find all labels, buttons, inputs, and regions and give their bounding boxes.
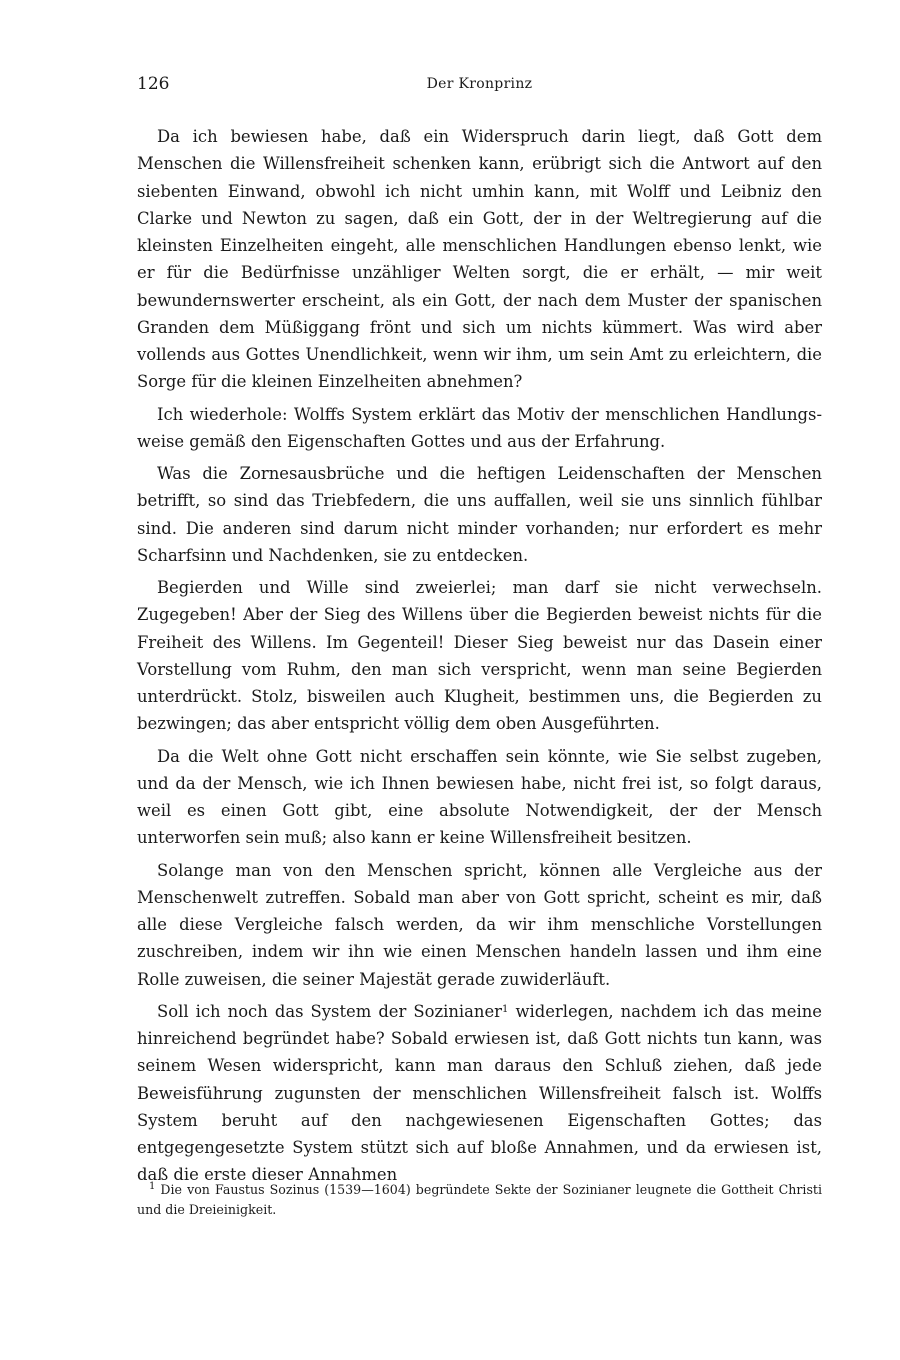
paragraph: Was die Zornesausbrüche und die heftigen Leidenschaften der Menschen betrifft, so sind das Triebfedern, die uns auffallen, weil sie uns sinnlich fühlbar sind. Die anderen sind darum nicht minder vorhanden; nur erfordert es mehr Scharfsinn und Nachdenken, sie zu entdecken. bbox=[137, 464, 822, 565]
paragraph-text: Soll ich noch das System der Sozinianer bbox=[157, 1001, 503, 1021]
paragraph: Begierden und Wille sind zweierlei; man darf sie nicht verwechseln. Zugegeben! Aber der Sieg des Willens über die Begierden beweist nichts für die Freiheit des Willens. Im Gegenteil! Dieser Sieg beweist nur das Dasein einer Vorstellung vom Ruhm, den man sich verspricht, wenn man seine Begierden unterdrückt. Stolz, bisweilen auch Klugheit, bestimmen uns, die Begierden zu bezwingen; das aber entspricht völlig dem oben Ausgeführten. bbox=[137, 578, 822, 734]
footnote-text: Die von Faustus Sozinus (1539—1604) begründete Sekte der Sozinianer leugnete die Gottheit Christi und die Dreieinigkeit. bbox=[137, 1182, 822, 1217]
paragraph bbox=[137, 998, 822, 1189]
page-number: 126 bbox=[137, 74, 170, 94]
paragraph-text: widerlegen, nachdem ich das meine hinreichend begründet habe? Sobald erwiesen ist, daß Gott nichts tun kann, was seinem Wesen widerspricht, kann man daraus den Schluß ziehen, daß jede Beweisführung zugunsten der menschlichen Willensfreiheit falsch ist. Wolffs System beruht auf den nachgewiesenen Eigenschaften Gottes; das entgegengesetzte System stützt sich auf bloße Annahmen, und da erwiesen ist, daß die erste dieser Annahmen bbox=[137, 1001, 822, 1185]
body-text bbox=[137, 123, 822, 1194]
paragraph: Ich wiederhole: Wolffs System erklärt das Motiv der menschlichen Handlungsweise gemäß den Eigenschaften Gottes und aus der Erfahrung. bbox=[137, 404, 822, 451]
page-header bbox=[137, 74, 822, 100]
paragraph: Solange man von den Menschen spricht, können alle Vergleiche aus der Menschenwelt zutreffen. Sobald man aber von Gott spricht, scheint es mir, daß alle diese Vergleiche falsch werden, da wir ihm menschliche Vorstellungen zuschreiben, indem wir ihn wie einen Menschen handeln lassen und ihm eine Rolle zuweisen, die seiner Majestät gerade zuwiderläuft. bbox=[137, 860, 822, 989]
footnote-reference: 1 bbox=[502, 1003, 509, 1015]
footnote bbox=[137, 1180, 822, 1220]
paragraph: Da die Welt ohne Gott nicht erschaffen sein könnte, wie Sie selbst zugeben, und da der Mensch, wie ich Ihnen bewiesen habe, nicht frei ist, so folgt daraus, weil es einen Gott gibt, eine absolute Notwendigkeit, der der Mensch unterworfen sein muß; also kann er keine Willensfreiheit besitzen. bbox=[137, 746, 822, 848]
paragraph: Da ich bewiesen habe, daß ein Widerspruch darin liegt, daß Gott dem Menschen die Willensfreiheit schenken kann, erübrigt sich die Antwort auf den siebenten Einwand, obwohl ich nicht umhin kann, mit Wolff und Leibniz den Clarke und Newton zu sagen, daß ein Gott, der in der Weltregierung auf die kleinsten Einzelheiten eingeht, alle menschlichen Handlungen ebenso lenkt, wie er für die Bedürfnisse unzähliger Welten sorgt, die er erhält, — mir weit bewundernswerter erscheint, als ein Gott, der nach dem Muster der spanischen Granden dem Müßiggang frönt und sich um nichts kümmert. Was wird aber vollends aus Gottes Unendlichkeit, wenn wir ihm, um sein Amt zu erleichtern, die Sorge für die kleinen Einzelheiten abnehmen? bbox=[137, 127, 822, 392]
footnotes bbox=[137, 1180, 822, 1220]
footnote-marker: 1 bbox=[149, 1181, 156, 1192]
running-head: Der Kronprinz bbox=[426, 76, 533, 92]
